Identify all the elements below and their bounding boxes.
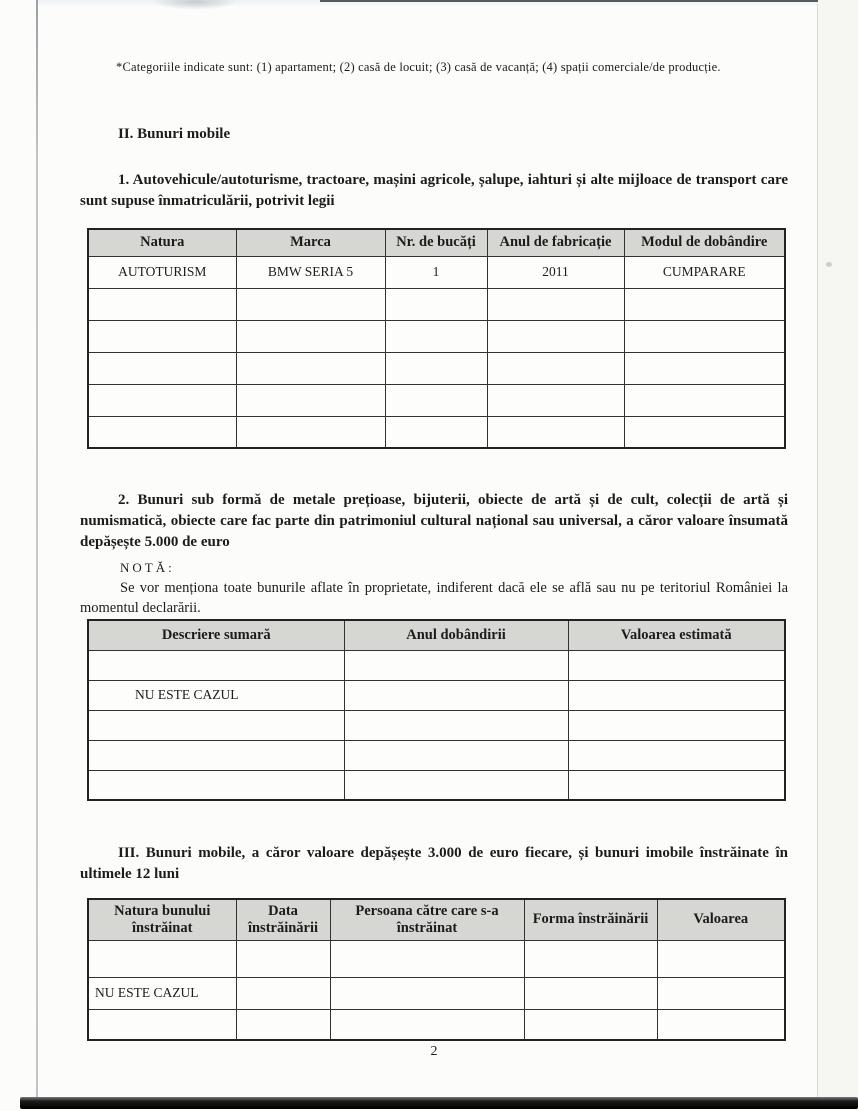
table-cell bbox=[88, 384, 236, 416]
column-header-valoarea-estimata: Valoarea estimată bbox=[568, 620, 785, 650]
table-cell bbox=[344, 650, 568, 680]
table-cell bbox=[385, 416, 487, 448]
column-header-natura: Natura bbox=[88, 229, 236, 256]
table-cell bbox=[344, 770, 568, 800]
table-cell-nu-este-cazul: NU ESTE CAZUL bbox=[88, 680, 344, 710]
table-cell bbox=[236, 940, 330, 977]
table-cell: BMW SERIA 5 bbox=[236, 256, 385, 288]
nota-text: Se vor menționa toate bunurile aflate în proprietate, indiferent dacă ele se află sau nu pe teritoriul României la momentul declarării. bbox=[80, 580, 788, 616]
vehicles-table bbox=[87, 228, 786, 449]
valuables-table bbox=[87, 619, 786, 801]
table-cell bbox=[385, 320, 487, 352]
table-row bbox=[88, 416, 785, 448]
table-cell bbox=[487, 384, 624, 416]
table-cell bbox=[568, 740, 785, 770]
table-row bbox=[88, 288, 785, 320]
table-cell bbox=[344, 740, 568, 770]
section-ii-item1-title: 1. Autovehicule/autoturisme, tractoare, mașini agricole, șalupe, iahturi și alte mijloace de transport care sunt supuse înmatriculării, potrivit legii bbox=[80, 172, 788, 209]
column-header-forma-instrainarii: Forma înstrăinării bbox=[524, 899, 657, 940]
table-row bbox=[88, 770, 785, 800]
table-cell bbox=[236, 416, 385, 448]
table-cell bbox=[236, 352, 385, 384]
table-row bbox=[88, 352, 785, 384]
table-cell bbox=[624, 352, 785, 384]
table-row bbox=[88, 940, 785, 977]
table-row bbox=[88, 320, 785, 352]
table-row bbox=[88, 650, 785, 680]
table-row bbox=[88, 384, 785, 416]
table-cell bbox=[88, 320, 236, 352]
table-cell: 1 bbox=[385, 256, 487, 288]
vehicles-table-header-row bbox=[88, 229, 785, 256]
categories-footnote: *Categoriile indicate sunt: (1) apartament; (2) casă de locuit; (3) casă de vacanță; (4) spații comerciale/de producție. bbox=[116, 60, 721, 74]
table-cell: CUMPARARE bbox=[624, 256, 785, 288]
section-iii-title: III. Bunuri mobile, a căror valoare depășește 3.000 de euro fiecare, și bunuri imobile înstrăinate în ultimele 12 luni bbox=[80, 845, 788, 882]
table-cell bbox=[568, 770, 785, 800]
table-cell bbox=[624, 288, 785, 320]
table-cell bbox=[487, 352, 624, 384]
scan-bottom-shadow bbox=[20, 1097, 858, 1109]
table-cell-nu-este-cazul: NU ESTE CAZUL bbox=[88, 977, 236, 1009]
table-cell bbox=[385, 352, 487, 384]
scan-left-fold-line bbox=[36, 0, 38, 1098]
scan-right-edge-line bbox=[817, 4, 818, 1098]
table-cell bbox=[236, 320, 385, 352]
table-cell bbox=[88, 710, 344, 740]
table-cell bbox=[657, 940, 785, 977]
table-cell bbox=[88, 770, 344, 800]
table-cell bbox=[236, 977, 330, 1009]
table-cell bbox=[88, 416, 236, 448]
table-cell: 2011 bbox=[487, 256, 624, 288]
valuables-table-header-row bbox=[88, 620, 785, 650]
column-header-valoarea: Valoarea bbox=[657, 899, 785, 940]
table-cell bbox=[524, 1009, 657, 1040]
table-cell bbox=[568, 710, 785, 740]
table-cell bbox=[344, 710, 568, 740]
section-ii-title: II. Bunuri mobile bbox=[118, 126, 231, 142]
section-ii-item2-title: 2. Bunuri sub formă de metale prețioase, bijuterii, obiecte de artă și de cult, colecții de artă și numismatică, obiecte care fac parte din patrimoniul cultural național sau universal, a căror valoare însumată depășește 5.000 de euro bbox=[80, 492, 788, 550]
table-cell bbox=[330, 977, 524, 1009]
scan-speck-artifact bbox=[826, 262, 832, 267]
table-row bbox=[88, 1009, 785, 1040]
table-cell bbox=[344, 680, 568, 710]
table-cell bbox=[624, 416, 785, 448]
table-cell bbox=[88, 352, 236, 384]
table-cell bbox=[568, 650, 785, 680]
table-cell bbox=[88, 1009, 236, 1040]
table-cell bbox=[88, 940, 236, 977]
table-row bbox=[88, 680, 785, 710]
table-cell bbox=[568, 680, 785, 710]
table-cell bbox=[385, 288, 487, 320]
column-header-data-instrainarii: Data înstrăinării bbox=[236, 899, 330, 940]
table-cell bbox=[236, 1009, 330, 1040]
alienated-goods-header-row bbox=[88, 899, 785, 940]
column-header-marca: Marca bbox=[236, 229, 385, 256]
table-cell bbox=[624, 384, 785, 416]
table-cell bbox=[657, 977, 785, 1009]
alienated-goods-table bbox=[87, 898, 786, 1041]
nota-label: NOTĂ: bbox=[120, 560, 175, 575]
table-cell bbox=[524, 940, 657, 977]
table-cell bbox=[487, 288, 624, 320]
column-header-persoana: Persoana către care s-a înstrăinat bbox=[330, 899, 524, 940]
column-header-natura-bunului: Natura bunului înstrăinat bbox=[88, 899, 236, 940]
table-cell bbox=[88, 650, 344, 680]
scan-top-edge-line bbox=[320, 0, 858, 2]
table-cell bbox=[236, 288, 385, 320]
table-row bbox=[88, 256, 785, 288]
table-cell bbox=[88, 288, 236, 320]
table-cell bbox=[657, 1009, 785, 1040]
scan-right-strip bbox=[818, 0, 858, 1098]
column-header-descriere-sumara: Descriere sumară bbox=[88, 620, 344, 650]
table-cell bbox=[88, 740, 344, 770]
table-cell bbox=[524, 977, 657, 1009]
table-cell bbox=[487, 320, 624, 352]
table-cell bbox=[330, 1009, 524, 1040]
table-cell bbox=[385, 384, 487, 416]
table-cell bbox=[236, 384, 385, 416]
table-cell bbox=[487, 416, 624, 448]
table-cell bbox=[330, 940, 524, 977]
table-row bbox=[88, 977, 785, 1009]
table-cell bbox=[624, 320, 785, 352]
column-header-anul-fabricatie: Anul de fabricație bbox=[487, 229, 624, 256]
column-header-nr-bucati: Nr. de bucăți bbox=[385, 229, 487, 256]
column-header-modul-dobandire: Modul de dobândire bbox=[624, 229, 785, 256]
table-cell: AUTOTURISM bbox=[88, 256, 236, 288]
table-row bbox=[88, 710, 785, 740]
page-number: 2 bbox=[430, 1044, 438, 1059]
column-header-anul-dobandirii: Anul dobândirii bbox=[344, 620, 568, 650]
scan-smudge-artifact bbox=[152, 0, 238, 10]
table-row bbox=[88, 740, 785, 770]
